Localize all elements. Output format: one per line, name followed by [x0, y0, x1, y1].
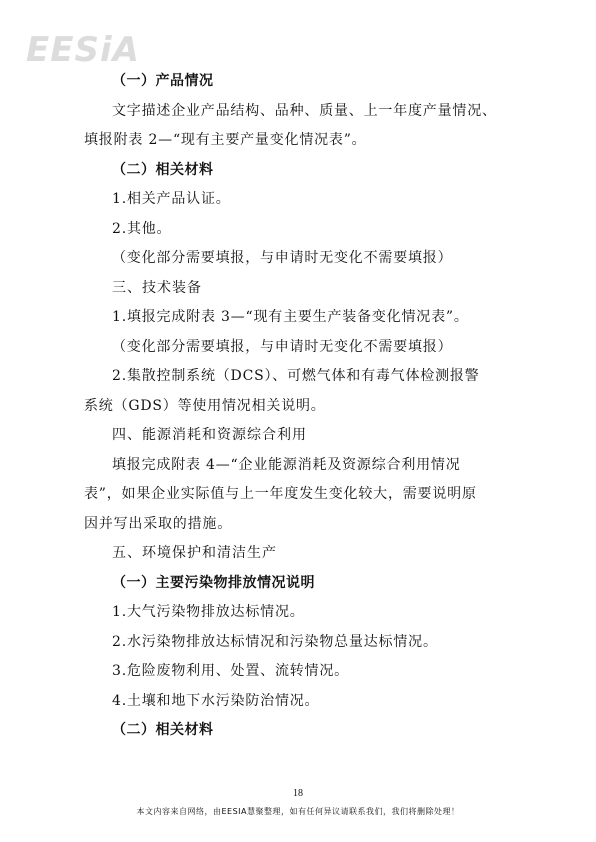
paragraph-continuation: 填报附表 2—“现有主要产量变化情况表”。: [84, 132, 367, 148]
section-heading: 五、环境保护和清洁生产: [112, 545, 277, 561]
paragraph-line: （变化部分需要填报，与申请时无变化不需要填报）: [112, 338, 453, 355]
eesia-logo: EESiA: [26, 30, 140, 70]
subsection-heading: （一）主要污染物排放情况说明: [112, 574, 315, 591]
paragraph-continuation: 表”，如果企业实际值与上一年度发生变化较大，需要说明原: [84, 486, 477, 502]
paragraph-line: （变化部分需要填报，与申请时无变化不需要填报）: [112, 250, 453, 266]
paragraph-line: 2.水污染物排放达标情况和污染物总量达标情况。: [112, 633, 438, 650]
subsection-heading: （二）相关材料: [112, 722, 214, 738]
subsection-heading: （二）相关材料: [112, 161, 214, 178]
paragraph-continuation: 因并写出采取的措施。: [84, 515, 232, 532]
paragraph-line: 1.大气污染物排放达标情况。: [112, 604, 305, 620]
paragraph-line: 1.填报完成附表 3—“现有主要生产装备变化情况表”。: [112, 309, 469, 325]
paragraph-line: 2.其他。: [112, 220, 172, 237]
paragraph-line: 2.集散控制系统（DCS）、可燃气体和有毒气体检测报警: [112, 368, 480, 384]
page-number: 18: [293, 788, 303, 799]
paragraph-line: 4.土壤和地下水污染防治情况。: [112, 692, 320, 709]
paragraph-line: 1.相关产品认证。: [112, 191, 231, 207]
footer-disclaimer: 本文内容来自网络，由EESIA慧聚整理，如有任何异议请联系我们，我们将删除处理！: [136, 807, 460, 816]
paragraph-line: 文字描述企业产品结构、品种、质量、上一年度产量情况、: [112, 102, 497, 119]
document-body: [84, 67, 524, 746]
section-heading: 四、能源消耗和资源综合利用: [112, 427, 307, 443]
paragraph-line: 3.危险废物利用、处置、流转情况。: [112, 663, 349, 679]
paragraph-continuation: 系统（GDS）等使用情况相关说明。: [84, 397, 326, 414]
section-heading: 三、技术装备: [112, 279, 202, 296]
subsection-heading: （一）产品情况: [112, 73, 214, 89]
paragraph-line: 填报完成附表 4—“企业能源消耗及资源综合利用情况: [112, 456, 461, 473]
